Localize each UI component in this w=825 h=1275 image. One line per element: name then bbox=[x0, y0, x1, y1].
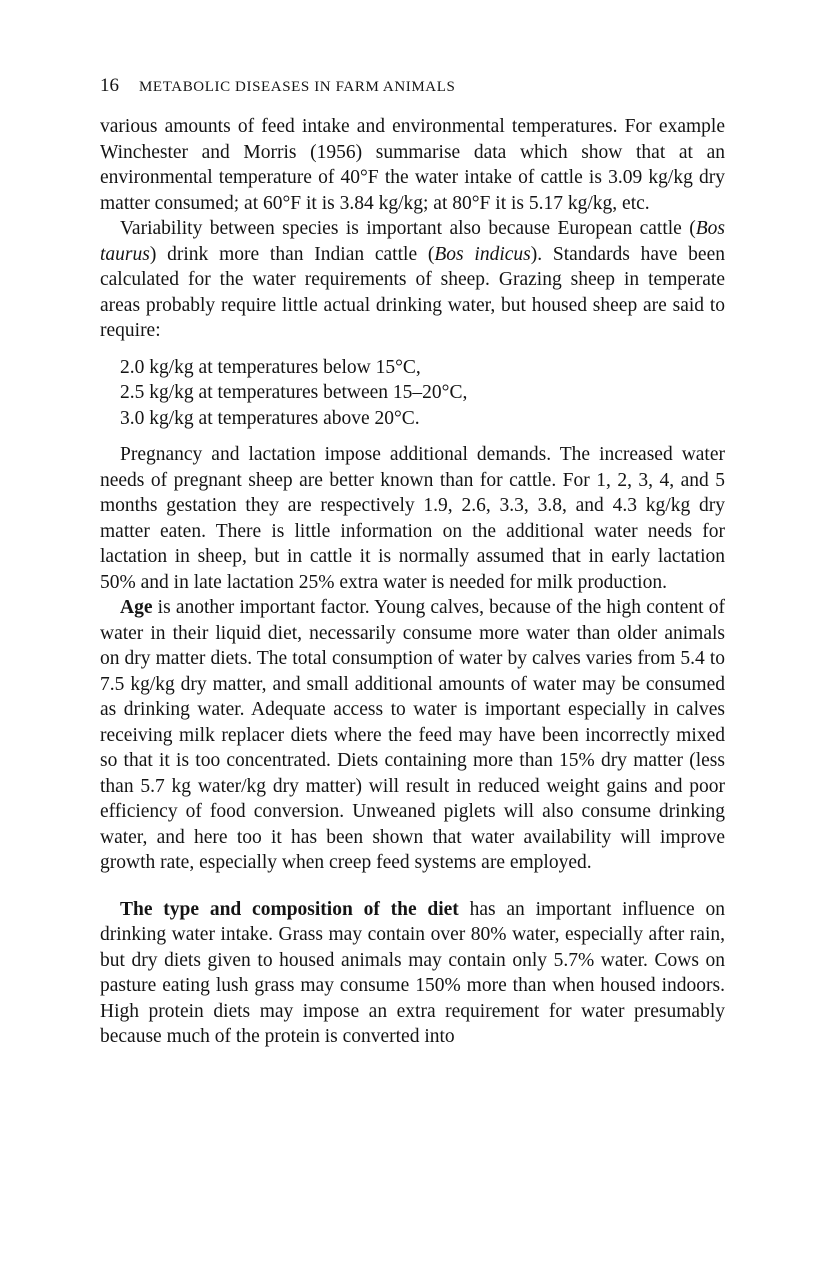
species-text-3: ). Standards have been calculated for the water requirements of sheep. Grazing sheep in temperate areas probably require little actual drinking water, but housed sheep are said to require: bbox=[100, 243, 725, 341]
paragraph-species-variability bbox=[100, 216, 725, 344]
paragraph-age bbox=[100, 595, 725, 876]
list-item: 3.0 kg/kg at temperatures above 20°C. bbox=[120, 407, 420, 429]
paragraph-pregnancy-lactation: Pregnancy and lactation impose additional demands. The increased water needs of pregnant sheep are better known than for cattle. For 1, 2, 3, 4, and 5 months gestation they are respectively 1.9, 2.6, 3.3, 3.8, and 4.3 kg/kg dry matter eaten. There is little information on the additional water needs for lactation in sheep, but in cattle it is normally assumed that in early lactation 50% and in late lactation 25% extra water is needed for milk production. bbox=[100, 444, 725, 593]
running-header bbox=[100, 74, 725, 99]
list-item: 2.5 kg/kg at temperatures between 15–20°C, bbox=[120, 382, 468, 403]
term-age: Age bbox=[120, 597, 153, 618]
term-diet: The type and composition of the diet bbox=[120, 898, 459, 920]
list-item: 2.0 kg/kg at temperatures below 15°C, bbox=[120, 356, 421, 378]
species-text-1: Variability between species is important also because European cattle ( bbox=[120, 218, 696, 239]
species-name-bos-indicus: Bos indicus bbox=[434, 243, 531, 265]
diet-text: has an important influence on drinking water intake. Grass may contain over 80% water, especially after rain, but dry diets given to housed animals may contain only 5.7% water. Cows on pasture eating lush grass may consume 150% more than when housed indoors. High protein diets may impose an extra requirement for water presumably because much of the protein is converted into bbox=[100, 898, 725, 1047]
paragraph-diet bbox=[100, 897, 725, 1050]
running-title: METABOLIC DISEASES IN FARM ANIMALS bbox=[139, 79, 456, 95]
body-text bbox=[100, 114, 725, 1050]
paragraph-water-temperature: various amounts of feed intake and environmental temperatures. For example Winchester and Morris (1956) summarise data which show that at an environmental temperature of 40°F the water intake of cattle is 3.09 kg/kg dry matter consumed; at 60°F it is 3.84 kg/kg; at 80°F it is 5.17 kg/kg, etc. bbox=[100, 116, 725, 214]
page-number: 16 bbox=[100, 75, 119, 96]
age-text: is another important factor. Young calves, because of the high content of water in their liquid diet, necessarily consume more water than older animals on dry matter diets. The total consumption of water by calves varies from 5.4 to 7.5 kg/kg dry matter, and small additional amounts of water may be consumed as drinking water. Adequate access to water is important especially in calves receiving milk replacer diets where the feed may have been incorrectly mixed so that it is too concentrated. Diets containing more than 15% dry matter (less than 5.7 kg water/kg dry matter) will result in reduced weight gains and poor efficiency of food conversion. Unweaned piglets will also consume drinking water, and here too it has been shown that water availability will improve growth rate, especially when creep feed systems are employed. bbox=[100, 597, 725, 873]
species-name-bos-taurus: Bos taurus bbox=[100, 218, 725, 265]
sheep-requirements-list bbox=[120, 355, 725, 432]
species-text-2: ) drink more than Indian cattle ( bbox=[149, 243, 435, 265]
